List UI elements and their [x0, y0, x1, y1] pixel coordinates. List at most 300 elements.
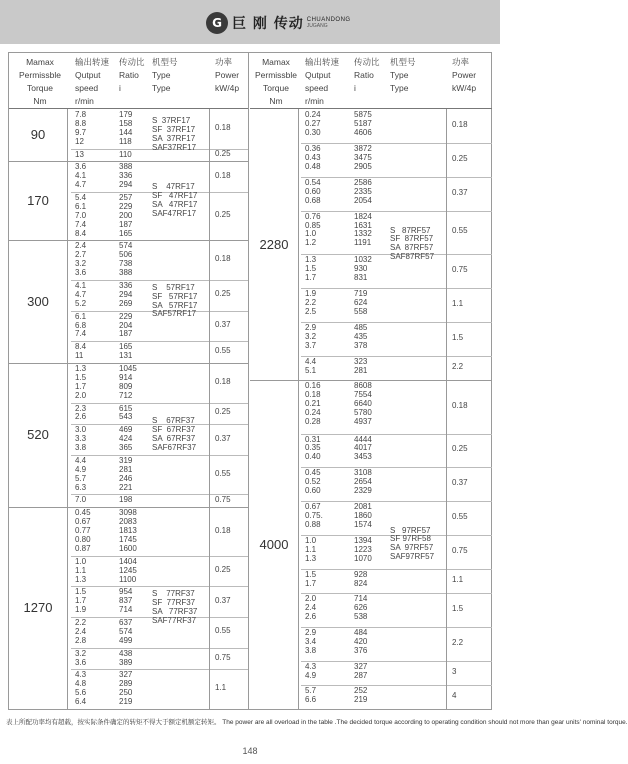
- type-value: S 87RF57: [390, 225, 431, 235]
- group-divider: [301, 593, 446, 594]
- ratio-value: 538: [354, 611, 368, 621]
- power-divider: [209, 341, 248, 342]
- ratio-value: 7554: [354, 389, 372, 399]
- ratio-value: 281: [354, 365, 368, 375]
- type-value: S 37RF17: [152, 116, 191, 126]
- ratio-value: 1404: [119, 556, 137, 566]
- header-torque-line: Nm: [33, 96, 47, 106]
- speed-value: 5.2: [75, 298, 87, 308]
- ratio-value: 5780: [354, 407, 372, 417]
- speed-value: 1.7: [75, 381, 87, 391]
- type-value: S 57RF17: [152, 282, 195, 292]
- group-divider: [71, 403, 209, 404]
- speed-value: 1.3: [75, 364, 87, 374]
- ratio-value: 294: [119, 289, 133, 299]
- speed-value: 6.3: [75, 482, 87, 492]
- speed-value: 4.4: [305, 356, 317, 366]
- header-type-line: Type: [390, 83, 409, 93]
- power-divider: [209, 403, 248, 404]
- header-torque-line: Permissble: [18, 70, 62, 80]
- speed-value: 0.52: [305, 477, 321, 487]
- ratio-value: 2335: [354, 186, 372, 196]
- power-divider: [209, 648, 248, 649]
- speed-value: 4.3: [75, 670, 87, 680]
- speed-value: 5.1: [305, 365, 317, 375]
- type-value: SA 67RF37: [152, 434, 196, 443]
- speed-value: 8.8: [75, 118, 87, 128]
- speed-value: 7.4: [75, 329, 87, 339]
- speed-value: 0.67: [305, 502, 321, 512]
- power-divider: [446, 143, 492, 144]
- header-torque-line: Permissble: [254, 70, 298, 80]
- speed-value: 4.9: [75, 464, 87, 474]
- ratio-value: 420: [354, 636, 368, 646]
- ratio-value: 204: [119, 320, 133, 330]
- speed-value: 3.2: [75, 648, 87, 658]
- speed-value: 0.45: [75, 508, 91, 518]
- speed-value: 8.4: [75, 342, 87, 352]
- speed-value: 3.8: [305, 645, 317, 655]
- power-value: 0.18: [215, 122, 231, 132]
- speed-value: 3.8: [75, 443, 87, 453]
- ratio-value: 294: [119, 180, 133, 190]
- speed-value: 4.1: [75, 171, 87, 181]
- ratio-value: 4606: [354, 127, 372, 137]
- type-value: SF 97RF58: [390, 534, 431, 544]
- power-value: 0.55: [452, 226, 468, 236]
- ratio-value: 219: [354, 694, 368, 704]
- speed-value: 7.4: [75, 219, 87, 229]
- header-speed-line: 输出转速: [75, 57, 110, 67]
- power-value: 0.25: [215, 289, 231, 299]
- ratio-value: 637: [119, 618, 133, 628]
- torque-value: 4000: [259, 536, 289, 552]
- ratio-value: 712: [119, 390, 133, 400]
- header-speed: [75, 56, 115, 108]
- header-torque-line: Nm: [269, 96, 283, 106]
- power-value: 0.18: [215, 254, 231, 264]
- ratio-value: 198: [119, 495, 133, 505]
- group-divider: [301, 322, 446, 323]
- type-value: SF 57RF17: [152, 291, 198, 301]
- ratio-value: 626: [354, 603, 368, 613]
- header-type-line: 机型号: [152, 57, 178, 67]
- power-value: 4: [452, 690, 457, 700]
- speed-value: 5.7: [75, 473, 87, 483]
- ratio-value: 118: [119, 136, 132, 146]
- speed-value: 0.77: [75, 526, 91, 536]
- speed-value: 0.48: [305, 161, 321, 171]
- type-value: SF 87RF57: [390, 234, 434, 244]
- ratio-value: 165: [119, 228, 133, 238]
- ratio-value: 1332: [354, 229, 372, 239]
- ratio-value: 1032: [354, 255, 372, 265]
- group-divider: [71, 556, 209, 557]
- ratio-value: 1070: [354, 553, 372, 563]
- speed-value: 11: [75, 351, 84, 361]
- power-divider: [209, 192, 248, 193]
- power-value: 0.18: [452, 119, 468, 129]
- speed-value: 2.6: [305, 611, 317, 621]
- power-value: 0.18: [215, 525, 231, 535]
- speed-value: 0.85: [305, 220, 321, 230]
- table-header: [250, 53, 492, 109]
- ratio-value: 1600: [119, 543, 137, 553]
- speed-value: 6.1: [75, 311, 87, 321]
- ratio-value: 257: [119, 193, 133, 203]
- group-divider: [71, 648, 209, 649]
- speed-value: 4.3: [305, 661, 317, 671]
- speed-value: 2.2: [75, 618, 87, 628]
- speed-value: 2.2: [305, 298, 317, 308]
- speed-value: 1.7: [305, 273, 317, 283]
- speed-value: 1.0: [305, 536, 317, 546]
- header-torque-line: Torque: [27, 83, 53, 93]
- speed-value: 1.0: [305, 229, 317, 239]
- ratio-value: 719: [354, 289, 368, 299]
- ratio-value: 543: [119, 412, 133, 422]
- power-value: 0.18: [215, 376, 231, 386]
- ratio-value: 954: [119, 587, 133, 597]
- power-divider: [209, 586, 248, 587]
- torque-value: 2280: [259, 236, 289, 252]
- ratio-value: 158: [119, 118, 133, 128]
- ratio-value: 3108: [354, 468, 372, 478]
- power-value: 1.1: [452, 299, 464, 309]
- speed-value: 0.21: [305, 398, 321, 408]
- type-value: S 67RF37: [152, 416, 195, 426]
- table-right-half: [250, 53, 492, 709]
- power-divider: [446, 177, 492, 178]
- power-value: 0.55: [215, 468, 231, 478]
- speed-value: 1.3: [305, 255, 317, 265]
- power-value: 1.1: [215, 683, 227, 693]
- torque-value: 90: [30, 127, 46, 143]
- power-value: 0.37: [215, 319, 231, 329]
- power-divider: [209, 669, 248, 670]
- speed-value: 4.1: [75, 280, 87, 290]
- power-divider: [446, 322, 492, 323]
- ratio-value: 1100: [119, 574, 137, 584]
- type-value: SA 77RF37: [152, 606, 198, 616]
- type-value: SF 47RF17: [152, 190, 198, 200]
- power-value: 0.25: [452, 153, 468, 163]
- ratio-value: 229: [119, 311, 133, 321]
- group-divider: [71, 669, 209, 670]
- speed-value: 6.6: [305, 694, 317, 704]
- header-torque: [11, 56, 69, 108]
- speed-value: 0.36: [305, 143, 321, 153]
- speed-value: 4.7: [75, 180, 87, 190]
- header-power-line: 功率: [452, 57, 470, 67]
- power-divider: [209, 424, 248, 425]
- ratio-value: 289: [119, 679, 133, 689]
- group-divider: [71, 341, 209, 342]
- page-number: 148: [242, 746, 258, 756]
- ratio-value: 1045: [119, 364, 137, 374]
- speed-value: 1.1: [75, 565, 87, 575]
- type-value: SAF97RF57: [390, 552, 435, 562]
- header-ratio: [354, 56, 394, 95]
- power-value: 3: [452, 666, 457, 676]
- power-divider: [446, 501, 492, 502]
- speed-value: 8.4: [75, 228, 87, 238]
- power-value: 1.5: [452, 333, 464, 343]
- speed-value: 1.3: [305, 553, 317, 563]
- type-value: S 47RF17: [152, 181, 195, 191]
- header-type-line: Type: [390, 70, 409, 80]
- speed-value: 2.4: [305, 603, 317, 613]
- speed-value: 5.4: [75, 193, 87, 203]
- ratio-value: 246: [119, 473, 133, 483]
- ratio-value: 319: [119, 455, 133, 465]
- ratio-value: 2054: [354, 195, 372, 205]
- speed-value: 1.1: [305, 545, 317, 555]
- speed-value: 2.5: [305, 307, 317, 317]
- ratio-value: 1191: [354, 238, 372, 248]
- ratio-value: 837: [119, 596, 133, 606]
- type-value: SA 57RF17: [152, 300, 198, 310]
- speed-value: 3.4: [305, 636, 317, 646]
- speed-value: 9.7: [75, 127, 87, 137]
- header-type-line: Type: [152, 83, 171, 93]
- speed-value: 0.54: [305, 177, 321, 187]
- brand-name-en: CHUANDONG: [306, 17, 351, 23]
- header-power-line: kW/4p: [215, 83, 240, 93]
- speed-value: 1.7: [75, 596, 87, 606]
- ratio-value: 144: [119, 127, 133, 137]
- col-divider: [298, 109, 299, 709]
- speed-value: 2.0: [305, 594, 317, 604]
- header-ratio-line: 传动比: [354, 57, 380, 67]
- power-value: 1.5: [452, 604, 464, 614]
- speed-value: 0.68: [305, 195, 321, 205]
- group-divider: [71, 586, 209, 587]
- group-divider: [301, 211, 446, 212]
- power-divider: [209, 311, 248, 312]
- ratio-value: 110: [119, 149, 132, 159]
- speed-value: 0.45: [305, 468, 321, 478]
- speed-value: 1.9: [305, 289, 317, 299]
- header-ratio-line: 传动比: [119, 57, 145, 67]
- ratio-value: 323: [354, 356, 368, 366]
- power-value: 0.25: [215, 210, 231, 220]
- ratio-value: 287: [354, 670, 368, 680]
- header-ratio-line: i: [119, 83, 121, 93]
- type-value: SAF47RF17: [152, 208, 197, 218]
- type-value: SAF67RF37: [152, 442, 197, 452]
- ratio-value: 469: [119, 425, 133, 435]
- power-divider: [446, 467, 492, 468]
- ratio-value: 1860: [354, 511, 372, 521]
- header-type: [390, 56, 440, 95]
- group-divider: [301, 288, 446, 289]
- group-divider: [301, 356, 446, 357]
- ratio-value: 389: [119, 657, 133, 667]
- power-divider: [446, 434, 492, 435]
- ratio-value: 499: [119, 635, 133, 645]
- speed-value: 3.2: [305, 331, 317, 341]
- ratio-value: 574: [119, 241, 133, 251]
- table-left-half: [9, 53, 249, 709]
- group-divider: [301, 143, 446, 144]
- speed-value: 6.1: [75, 201, 87, 211]
- power-divider: [209, 556, 248, 557]
- group-divider: [301, 661, 446, 662]
- header-torque-line: Torque: [263, 83, 289, 93]
- type-value: S 77RF37: [152, 589, 195, 599]
- ratio-value: 2329: [354, 486, 372, 496]
- speed-value: 1.5: [305, 570, 317, 580]
- power-value: 0.25: [215, 148, 231, 158]
- type-value: SF 77RF37: [152, 598, 196, 608]
- type-value: SAF87RF57: [390, 252, 435, 262]
- group-divider: [301, 685, 446, 686]
- torque-value: 300: [27, 293, 49, 309]
- type-value: SAF77RF37: [152, 615, 197, 625]
- speed-value: 1.2: [305, 238, 317, 248]
- ratio-value: 327: [119, 670, 133, 680]
- header-speed: [305, 56, 345, 108]
- ratio-value: 378: [354, 340, 368, 350]
- ratio-value: 424: [119, 434, 133, 444]
- power-value: 0.18: [452, 400, 468, 410]
- header-power-line: Power: [452, 70, 477, 80]
- power-value: 1.1: [452, 575, 464, 585]
- ratio-value: 831: [354, 273, 368, 283]
- type-value: SA 37RF17: [152, 134, 196, 143]
- ratio-value: 435: [354, 331, 368, 341]
- speed-value: 2.8: [75, 635, 87, 645]
- speed-value: 1.5: [75, 587, 87, 597]
- ratio-value: 8608: [354, 381, 372, 391]
- speed-value: 4.4: [75, 455, 87, 465]
- speed-value: 0.76: [305, 211, 321, 221]
- speed-value: 6.4: [75, 697, 87, 707]
- power-value: 0.55: [215, 346, 231, 356]
- speed-value: 0.28: [305, 416, 321, 426]
- header-speed-line: Qutput: [305, 70, 331, 80]
- speed-value: 1.5: [305, 264, 317, 274]
- speed-value: 6.8: [75, 320, 87, 330]
- header-power: [452, 56, 492, 95]
- speed-value: 7.0: [75, 495, 87, 505]
- ratio-value: 1745: [119, 535, 137, 545]
- header-speed-line: speed: [305, 83, 329, 93]
- speed-value: 3.6: [75, 657, 87, 667]
- ratio-value: 1813: [119, 526, 137, 536]
- ratio-value: 624: [354, 298, 368, 308]
- speed-value: 2.0: [75, 390, 87, 400]
- ratio-value: 506: [119, 250, 133, 260]
- speed-value: 13: [75, 149, 84, 159]
- col-divider: [67, 109, 68, 709]
- speed-value: 0.24: [305, 407, 321, 417]
- speed-value: 0.43: [305, 152, 321, 162]
- header-type: [152, 56, 202, 95]
- type-value: SF 37RF17: [152, 125, 196, 135]
- torque-value: 170: [27, 192, 49, 208]
- ratio-value: 2905: [354, 161, 372, 171]
- ratio-value: 229: [119, 201, 133, 211]
- speed-value: 0.18: [305, 389, 321, 399]
- header-type-line: Type: [152, 70, 171, 80]
- speed-value: 2.7: [75, 250, 87, 260]
- speed-value: 1.3: [75, 574, 87, 584]
- type-value: SA 47RF17: [152, 199, 198, 209]
- group-divider: [301, 467, 446, 468]
- power-divider: [209, 617, 248, 618]
- group-divider: [301, 434, 446, 435]
- power-value: 0.37: [452, 478, 468, 488]
- ratio-value: 4444: [354, 434, 372, 444]
- ratio-value: 365: [119, 443, 133, 453]
- ratio-value: 3098: [119, 508, 137, 518]
- ratio-value: 930: [354, 264, 368, 274]
- power-divider: [446, 627, 492, 628]
- ratio-value: 714: [119, 605, 133, 615]
- speed-value: 0.40: [305, 452, 321, 462]
- ratio-value: 388: [119, 268, 133, 278]
- ratio-value: 281: [119, 464, 133, 474]
- speed-value: 0.35: [305, 443, 321, 453]
- ratio-value: 2083: [119, 517, 137, 527]
- header-ratio-line: i: [354, 83, 356, 93]
- ratio-value: 200: [119, 210, 133, 220]
- ratio-value: 327: [354, 661, 368, 671]
- ratio-value: 809: [119, 381, 133, 391]
- group-divider: [301, 501, 446, 502]
- header-torque-line: Mamax: [26, 57, 54, 67]
- ratio-value: 2654: [354, 477, 372, 487]
- speed-value: 12: [75, 136, 84, 146]
- ratio-value: 714: [354, 594, 368, 604]
- speed-value: 2.9: [305, 323, 317, 333]
- ratio-value: 269: [119, 298, 133, 308]
- power-divider: [446, 535, 492, 536]
- speed-value: 2.4: [75, 241, 87, 251]
- header-speed-line: Qutput: [75, 70, 101, 80]
- header-speed-line: speed: [75, 83, 99, 93]
- group-divider: [301, 569, 446, 570]
- ratio-value: 615: [119, 403, 133, 413]
- header-power-line: kW/4p: [452, 83, 477, 93]
- type-value: SA 87RF57: [390, 243, 434, 253]
- speed-value: 3.3: [75, 434, 87, 444]
- speed-value: 3.6: [75, 162, 87, 172]
- group-divider: [71, 494, 209, 495]
- torque-value: 1270: [23, 600, 53, 616]
- brand-logo: [206, 10, 351, 36]
- power-divider: [209, 455, 248, 456]
- speed-value: 7.0: [75, 210, 87, 220]
- type-value: S 97RF57: [390, 525, 431, 535]
- speed-value: 0.27: [305, 118, 321, 128]
- ratio-value: 738: [119, 259, 133, 269]
- speed-value: 3.7: [305, 340, 317, 350]
- header-speed-line: r/min: [305, 96, 324, 106]
- header-ratio-line: Ratio: [354, 70, 374, 80]
- speed-value: 2.9: [305, 628, 317, 637]
- ratio-value: 1574: [354, 520, 372, 530]
- power-value: 0.75: [452, 265, 468, 275]
- ratio-value: 558: [354, 307, 368, 317]
- group-divider: [301, 627, 446, 628]
- speed-value: 2.4: [75, 626, 87, 636]
- speed-value: 0.87: [75, 543, 91, 553]
- header-speed-line: r/min: [75, 96, 94, 106]
- speed-value: 3.6: [75, 268, 87, 278]
